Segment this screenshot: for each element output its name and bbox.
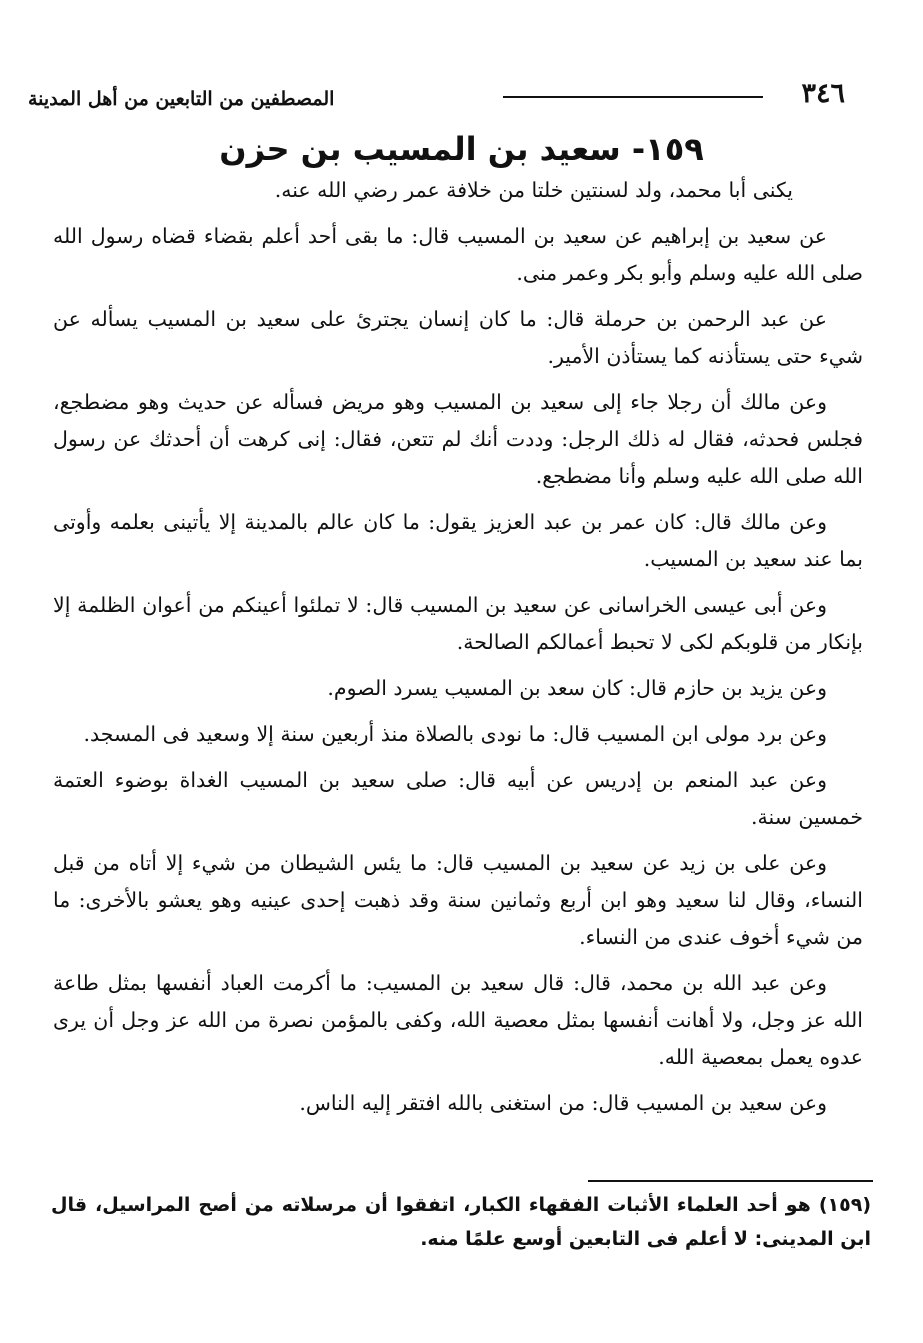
running-header: [28, 78, 845, 118]
paragraph: وعن عبد المنعم بن إدريس عن أبيه قال: صلى سعيد بن المسيب الغداة بوضوء العتمة خمسين سنة.: [53, 768, 863, 829]
running-title: المصطفين من التابعين من أهل المدينة: [28, 88, 335, 110]
paragraph: وعن يزيد بن حازم قال: كان سعد بن المسيب يسرد الصوم.: [327, 676, 827, 700]
paragraph: وعن سعيد بن المسيب قال: من استغنى بالله افتقر إليه الناس.: [299, 1091, 827, 1115]
footnote-rule: [588, 1180, 873, 1182]
paragraph: عن سعيد بن إبراهيم عن سعيد بن المسيب قال: ما بقى أحد أعلم بقضاء قضاه رسول الله صلى الله عليه وسلم وأبو بكر وعمر منى.: [53, 224, 863, 285]
paragraph: وعن عبد الله بن محمد، قال: قال سعيد بن المسيب: ما أكرمت العباد أنفسها بمثل طاعة الله عز وجل، ولا أهانت أنفسها بمثل معصية الله، وكفى بالمؤمن نصرة من الله عز وجل أن يرى عدوه يعمل بمعصية الله.: [53, 971, 863, 1069]
body-text: [53, 172, 863, 1131]
header-rule: [503, 96, 763, 98]
paragraph: يكنى أبا محمد، ولد لسنتين خلتا من خلافة عمر رضي الله عنه.: [274, 178, 793, 202]
paragraph: عن عبد الرحمن بن حرملة قال: ما كان إنسان يجترئ على سعيد بن المسيب يسأله عن شيء حتى يستأذنه كما يستأذن الأمير.: [53, 307, 863, 368]
footnote: (١٥٩) هو أحد العلماء الأثبات الفقهاء الكبار، اتفقوا أن مرسلاته من أصح المراسيل، قال ابن المدينى: لا أعلم فى التابعين أوسع علمًا منه.: [51, 1194, 871, 1250]
chapter-title: ١٥٩- سعيد بن المسيب بن حزن: [219, 130, 704, 168]
paragraph: وعن برد مولى ابن المسيب قال: ما نودى بالصلاة منذ أربعين سنة إلا وسعيد فى المسجد.: [83, 722, 827, 746]
paragraph: وعن على بن زيد عن سعيد بن المسيب قال: ما يئس الشيطان من شيء إلا أتاه من قبل النساء، وقال لنا سعيد وهو ابن أربع وثمانين سنة وقد ذهبت إحدى عينيه وهو يعشو بالأخرى: ما من شيء أخوف عندى من النساء.: [53, 851, 863, 949]
paragraph: وعن مالك قال: كان عمر بن عبد العزيز يقول: ما كان عالم بالمدينة إلا يأتينى بعلمه وأوتى بما عند سعيد بن المسيب.: [53, 510, 863, 571]
paragraph: وعن مالك أن رجلا جاء إلى سعيد بن المسيب وهو مريض فسأله عن حديث وهو مضطجع، فجلس فحدثه، فقال له ذلك الرجل: وددت أنك لم تتعن، فقال: إنى كرهت أن أحدثك عن رسول الله صلى الله عليه وسلم وأنا مضطجع.: [53, 390, 863, 488]
paragraph: وعن أبى عيسى الخراسانى عن سعيد بن المسيب قال: لا تملئوا أعينكم من أعوان الظلمة إلا بإنكار من قلوبكم لكى لا تحبط أعمالكم الصالحة.: [53, 593, 863, 654]
page-number: ٣٤٦: [801, 78, 845, 109]
